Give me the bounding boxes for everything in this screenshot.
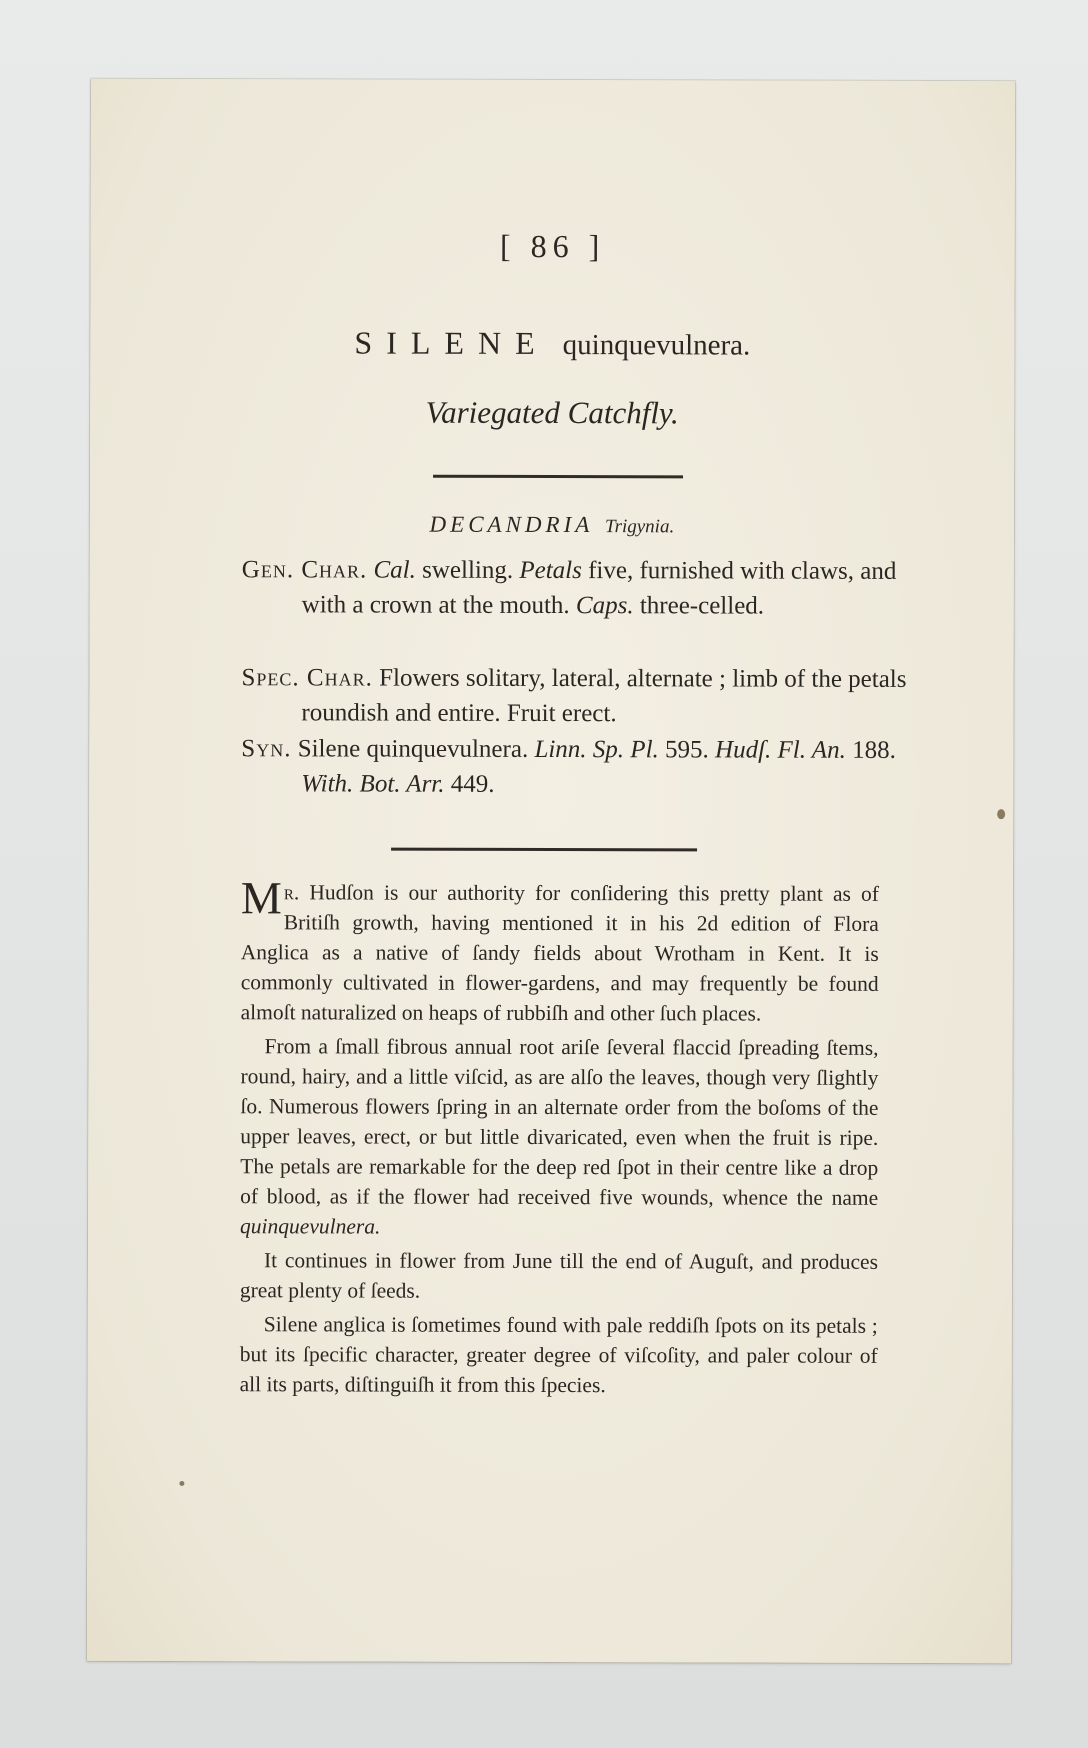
- paper-blemish: [179, 1481, 184, 1486]
- cal-abbrev: Cal.: [373, 556, 416, 584]
- specific-character: [241, 660, 941, 732]
- caps-text: three-celled.: [633, 592, 765, 620]
- paragraph-2-text: From a ſmall fibrous annual root ariſe ſeveral flaccid ſpreading ſtems, round, hairy, and a little viſcid, as are alſo the leaves, though very ſlightly ſo. Numerous flowers ſpring in an alternate order from the boſoms of the upper leaves, erect, or but little divaricated, even when the fruit is ripe. The petals are remarkable for the deep red ſpot in their centre like a drop of blood, as if the flower had received five wounds, whence the name: [240, 1034, 879, 1210]
- paragraph-1: [240, 872, 879, 1029]
- caps-abbrev: Caps.: [575, 592, 634, 620]
- class-name: DECANDRIA: [429, 511, 594, 538]
- generic-character: [242, 552, 942, 624]
- spec-char-label: Spec. Char.: [241, 664, 373, 692]
- page-title: [90, 324, 1014, 363]
- paper-blemish: [997, 809, 1005, 819]
- cal-text: swelling.: [415, 556, 520, 584]
- paragraph-4: Silene anglica is ſometimes found with pale reddiſh ſpots on its petals ; but its ſpecific character, greater degree of viſcoſity, and paler colour of all its parts, diſtinguiſh it from this ſpecies.: [239, 1312, 878, 1398]
- ref-hudson: Hudſ. Fl. An.: [715, 736, 846, 764]
- title-genus: SILENE: [354, 324, 549, 361]
- page-number: [ 86 ]: [499, 227, 606, 265]
- ref-hudson-page: 188.: [845, 736, 896, 764]
- paragraph-3: It continues in flower from June till the end of Auguſt, and produces great plenty of ſeeds.: [239, 1248, 879, 1303]
- paragraph-2-italic: quinquevulnera.: [240, 1214, 381, 1239]
- common-name: Variegated Catchfly.: [425, 394, 679, 431]
- drop-cap: M: [240, 872, 282, 924]
- petals-word: Petals: [519, 556, 582, 585]
- petals-text: five, furnished with claws, and with a crown at the mouth.: [301, 557, 897, 620]
- drop-cap-rest: r.: [283, 880, 300, 905]
- ref-linnaeus-page: 595.: [658, 736, 716, 764]
- ref-withering-page: 449.: [444, 770, 495, 798]
- title-species: quinquevulnera.: [562, 329, 751, 362]
- syn-text: Silene quinquevulnera.: [291, 735, 535, 763]
- syn-label: Syn.: [241, 735, 292, 763]
- paragraph-1-text: Hudſon is our authority for conſidering this pretty plant as of Britiſh growth, having mentioned it in his 2d edition of Flora Anglica as a native of ſandy fields about Wrotham in Kent. It is commonly cultivated in flower-gardens, and may frequently be found almoſt naturalized on heaps of rubbiſh and other ſuch places.: [240, 880, 879, 1026]
- gen-char-label: Gen. Char.: [241, 556, 368, 584]
- divider-rule: [391, 848, 697, 852]
- paragraph-2: [240, 1031, 879, 1243]
- order-name: Trigynia.: [605, 516, 675, 538]
- ref-withering: With. Bot. Arr.: [301, 770, 445, 798]
- book-page: [87, 79, 1015, 1663]
- spec-char-text: Flowers solitary, lateral, alternate ; limb of the petals roundish and entire. Fruit erect.: [301, 664, 907, 728]
- description-text: [239, 872, 879, 1405]
- synonymy: [241, 731, 941, 803]
- classification: [90, 511, 1014, 539]
- divider-rule: [433, 475, 683, 479]
- ref-linnaeus: Linn. Sp. Pl.: [534, 735, 659, 764]
